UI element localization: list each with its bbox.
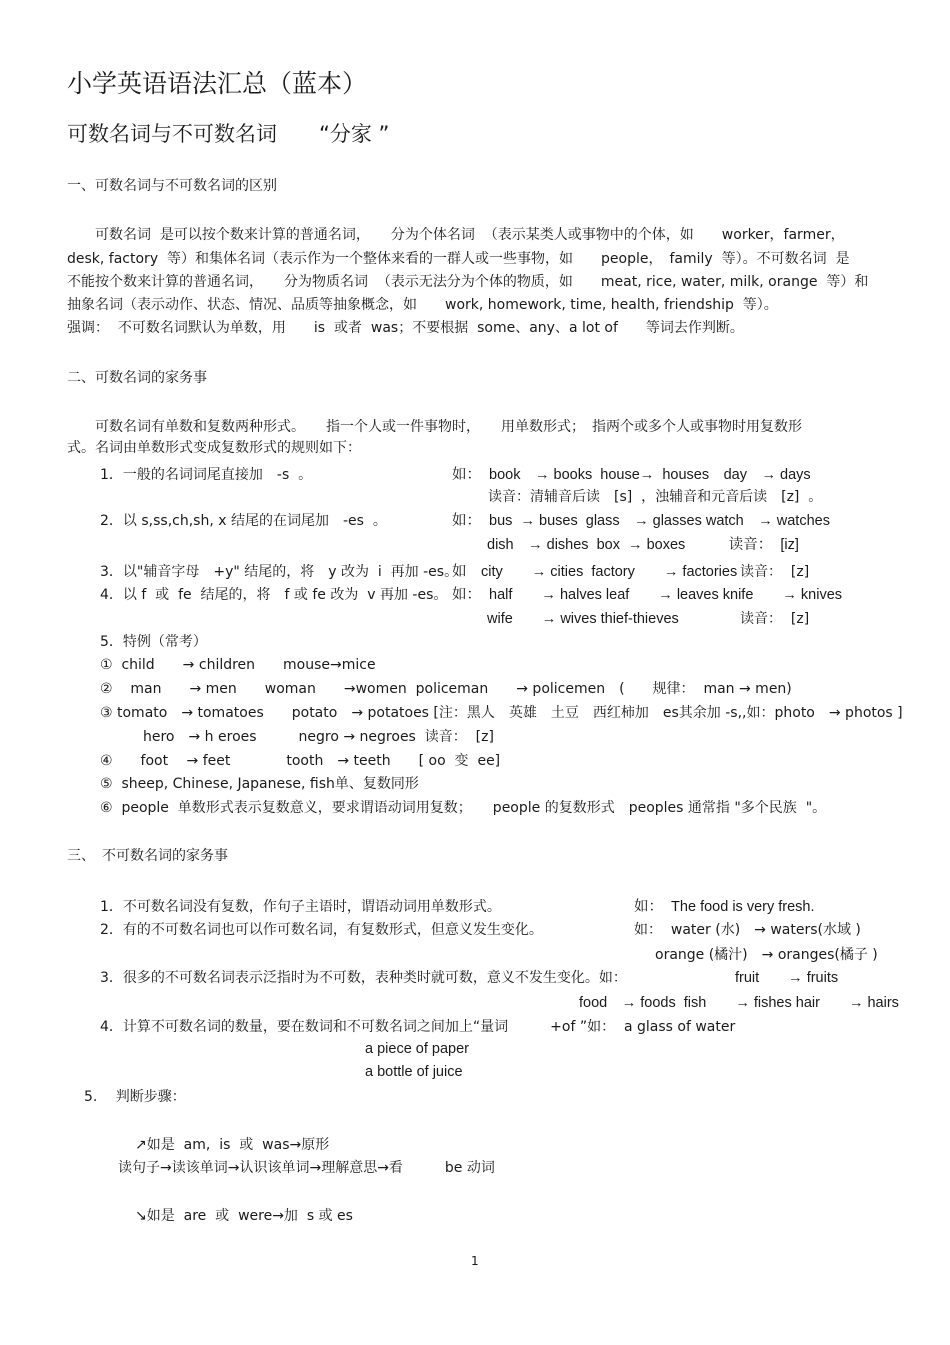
rule-3-pronunciation: 读音： [z] <box>740 564 810 580</box>
special-case-1: ① child → children mouse→mice <box>100 657 376 673</box>
rule-4-example-2: wife → wives thief-thieves <box>487 611 679 627</box>
rule-4-text: 4．以 f 或 fe 结尾的，将 f 或 fe 改为 v 再加 -es。 <box>100 587 448 603</box>
item-3-example: fruit → fruits <box>735 970 839 986</box>
special-case-6: ⑥ people 单数形式表示复数意义，要求谓语动词用复数； people 的复数形式 peoples 通常指 "多个民族 "。 <box>100 800 827 816</box>
item-4-example-3: a bottle of juice <box>365 1064 463 1080</box>
item-1-example: 如： The food is very fresh. <box>634 899 815 915</box>
doc-title: 小学英语语法汇总（蓝本） <box>67 69 368 98</box>
paragraph-line: 抽象名词（表示动作、状态、情况、品质等抽象概念，如 work, homework, time, health, friendship 等）。 <box>67 297 778 313</box>
section-heading-2: 二、可数名词的家务事 <box>67 370 207 386</box>
special-case-3b: hero → h eroes negro → negroes 读音： [z] <box>143 729 494 745</box>
paragraph-line: desk, factory 等）和集体名词（表示作为一个整体来看的一群人或一些事物，如 people， family 等）。不可数名词 是 <box>67 251 850 267</box>
special-case-3: ③ tomato → tomatoes potato → potatoes [注：黑人 英雄 土豆 西红柿加 es其余加 -s,,如：photo → photos ] <box>100 705 903 721</box>
rule-2-example: 如： bus → buses glass → glasses watch → watches <box>452 513 830 529</box>
rule-3-text: 3．以"辅音字母 +y" 结尾的，将 y 改为 i 再加 -es。 <box>100 564 459 580</box>
rule-4-example: 如： half → halves leaf → leaves knife → knives <box>452 587 843 603</box>
section-heading-1: 一、可数名词与不可数名词的区别 <box>67 178 277 194</box>
special-case-2: ② man → men woman →women policeman → policemen ( 规律： man → men) <box>100 681 792 697</box>
rule-2-example-2: dish → dishes box → boxes 读音： [iz] <box>487 537 799 553</box>
item-4-example-2: a piece of paper <box>365 1041 469 1057</box>
paragraph-line: 可数名词有单数和复数两种形式。 指一个人或一件事物时， 用单数形式； 指两个或多个人或事物时用复数形 <box>67 419 802 435</box>
rule-1-pronunciation: 读音：清辅音后读 [s] ，浊辅音和元音后读 [z] 。 <box>488 489 823 505</box>
item-2-text: 2．有的不可数名词也可以作可数名词，有复数形式，但意义发生变化。 <box>100 922 543 938</box>
rule-3-example: 如 city → cities factory → factories <box>452 564 738 580</box>
item-3-text: 3．很多的不可数名词表示泛指时为不可数，表种类时就可数，意义不发生变化。如： <box>100 970 627 986</box>
rule-2-text: 2．以 s,ss,ch,sh, x 结尾的在词尾加 -es 。 <box>100 513 387 529</box>
emphasis-note: 强调： 不可数名词默认为单数，用 is 或者 was；不要根据 some、any、a lot of 等词去作判断。 <box>67 320 744 336</box>
paragraph-line: 式。名词由单数形式变成复数形式的规则如下： <box>67 440 361 456</box>
special-case-4: ④ foot → feet tooth → teeth [ oo 变 ee] <box>100 753 501 769</box>
item-4-text: 4．计算不可数名词的数量，要在数词和不可数名词之间加上“量词 +of ”如： a glass of water <box>100 1019 736 1035</box>
flow-branch-up: ↗如是 am, is 或 was→原形 <box>135 1137 330 1153</box>
rule-1-example: 如： book → books house→ houses day → days <box>452 467 811 483</box>
doc-subtitle: 可数名词与不可数名词 “分家 ” <box>67 122 390 146</box>
special-case-5: ⑤ sheep, Chinese, Japanese, fish单、复数同形 <box>100 776 419 792</box>
flow-branch-down: ↘如是 are 或 were→加 s 或 es <box>135 1208 353 1224</box>
item-5-heading: 5. 判断步骤： <box>84 1089 186 1105</box>
rule-1-text: 1．一般的名词词尾直接加 -s 。 <box>100 467 313 483</box>
page-number: 1 <box>471 1254 479 1268</box>
flow-main: 读句子→读该单词→认识该单词→理解意思→看 be 动词 <box>118 1160 495 1176</box>
rule-4-pronunciation: 读音： [z] <box>740 611 810 627</box>
paragraph-line: 不能按个数来计算的普通名词， 分为物质名词 （表示无法分为个体的物质，如 meat, rice, water, milk, orange 等）和 <box>67 274 869 290</box>
item-3-example-2: food → foods fish → fishes hair → hairs <box>579 995 899 1011</box>
item-2-example-2: orange (橘汁) → oranges(橘子 ) <box>655 947 878 963</box>
item-1-text: 1．不可数名词没有复数，作句子主语时，谓语动词用单数形式。 <box>100 899 501 915</box>
rule-5-heading: 5．特例（常考） <box>100 634 207 650</box>
section-heading-3: 三、 不可数名词的家务事 <box>67 848 228 864</box>
paragraph-line: 可数名词 是可以按个数来计算的普通名词， 分为个体名词 （表示某类人或事物中的个体，如 worker，farmer， <box>67 227 845 243</box>
item-2-example: 如： water (水) → waters(水域 ) <box>634 922 861 938</box>
